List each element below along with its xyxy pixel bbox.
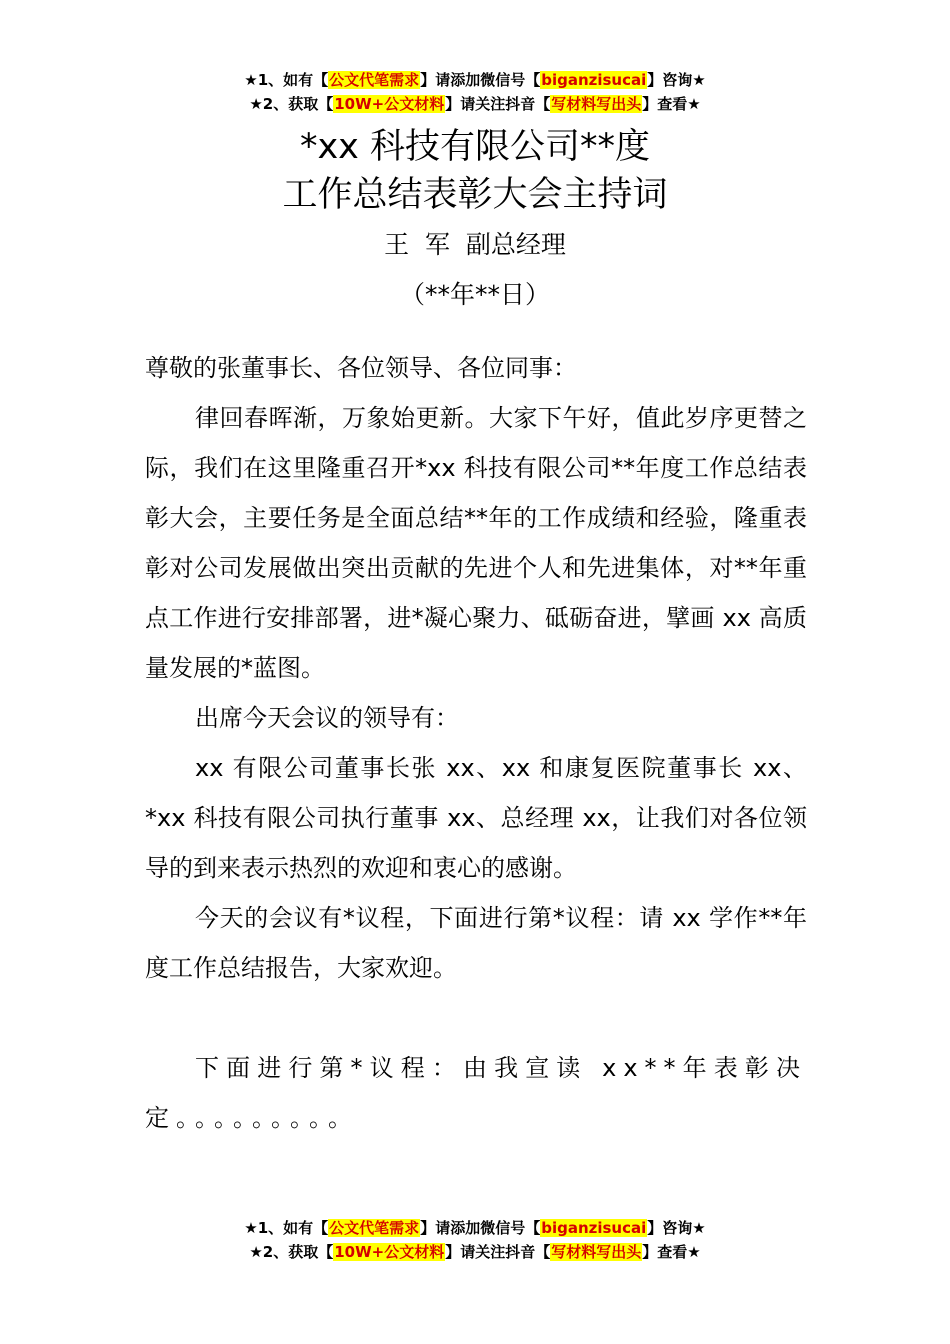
banner-text: 】请添加微信号【 — [420, 1219, 541, 1237]
document-body — [145, 343, 807, 1143]
banner-highlight: 10W+公文材料 — [334, 95, 445, 113]
document-title-line-1: *xx 科技有限公司**度 — [299, 127, 651, 167]
banner-text: 】请关注抖音【 — [445, 95, 551, 113]
banner-line-2 — [0, 92, 950, 116]
paragraph-agenda-2: 下面进行第*议程：由我宣读 xx**年表彰决定。。。。。。。。。 — [145, 1054, 807, 1132]
banner-line-1 — [0, 1216, 950, 1240]
banner-line-2 — [0, 1240, 950, 1264]
document-title-line-2: 工作总结表彰大会主持词 — [282, 175, 668, 215]
banner-highlight: 10W+公文材料 — [334, 1243, 445, 1261]
top-banner — [0, 68, 950, 116]
banner-text: 】咨询★ — [647, 1219, 706, 1237]
bottom-banner — [0, 1216, 950, 1264]
blank-line — [145, 993, 807, 1043]
salutation: 尊敬的张董事长、各位领导、各位同事： — [145, 354, 577, 382]
banner-highlight: 公文代笔需求 — [329, 71, 420, 89]
banner-highlight: biganzisucai — [541, 1219, 647, 1237]
paragraph-leaders-intro: 出席今天会议的领导有： — [195, 704, 459, 732]
banner-highlight: 写材料写出头 — [551, 95, 642, 113]
document-author: 王 军 副总经理 — [384, 230, 566, 259]
document-date: （**年**日） — [399, 280, 550, 309]
banner-text: ★2、获取【 — [249, 95, 334, 113]
banner-text: ★1、如有【 — [244, 71, 329, 89]
banner-text: ★1、如有【 — [244, 1219, 329, 1237]
banner-highlight: biganzisucai — [541, 71, 647, 89]
banner-text: 】查看★ — [642, 1243, 701, 1261]
banner-text: ★2、获取【 — [249, 1243, 334, 1261]
banner-highlight: 公文代笔需求 — [329, 1219, 420, 1237]
banner-highlight: 写材料写出头 — [551, 1243, 642, 1261]
banner-text: 】请添加微信号【 — [420, 71, 541, 89]
banner-text: 】请关注抖音【 — [445, 1243, 551, 1261]
paragraph-leaders-list: xx 有限公司董事长张 xx、xx 和康复医院董事长 xx、*xx 科技有限公司执行董事 xx、总经理 xx，让我们对各位领导的到来表示热烈的欢迎和衷心的感谢。 — [145, 754, 807, 882]
paragraph-opening: 律回春晖渐，万象始更新。大家下午好，值此岁序更替之际，我们在这里隆重召开*xx 科技有限公司**年度工作总结表彰大会，主要任务是全面总结**年的工作成绩和经验，隆重表彰对公司发展做出突出贡献的先进个人和先进集体，对**年重点工作进行安排部署，进*凝心聚力、砥砺奋进，擘画 xx 高质量发展的*蓝图。 — [145, 404, 807, 682]
paragraph-agenda-1: 今天的会议有*议程，下面进行第*议程：请 xx 学作**年度工作总结报告，大家欢迎。 — [145, 904, 807, 982]
banner-line-1 — [0, 68, 950, 92]
banner-text: 】查看★ — [642, 95, 701, 113]
banner-text: 】咨询★ — [647, 71, 706, 89]
